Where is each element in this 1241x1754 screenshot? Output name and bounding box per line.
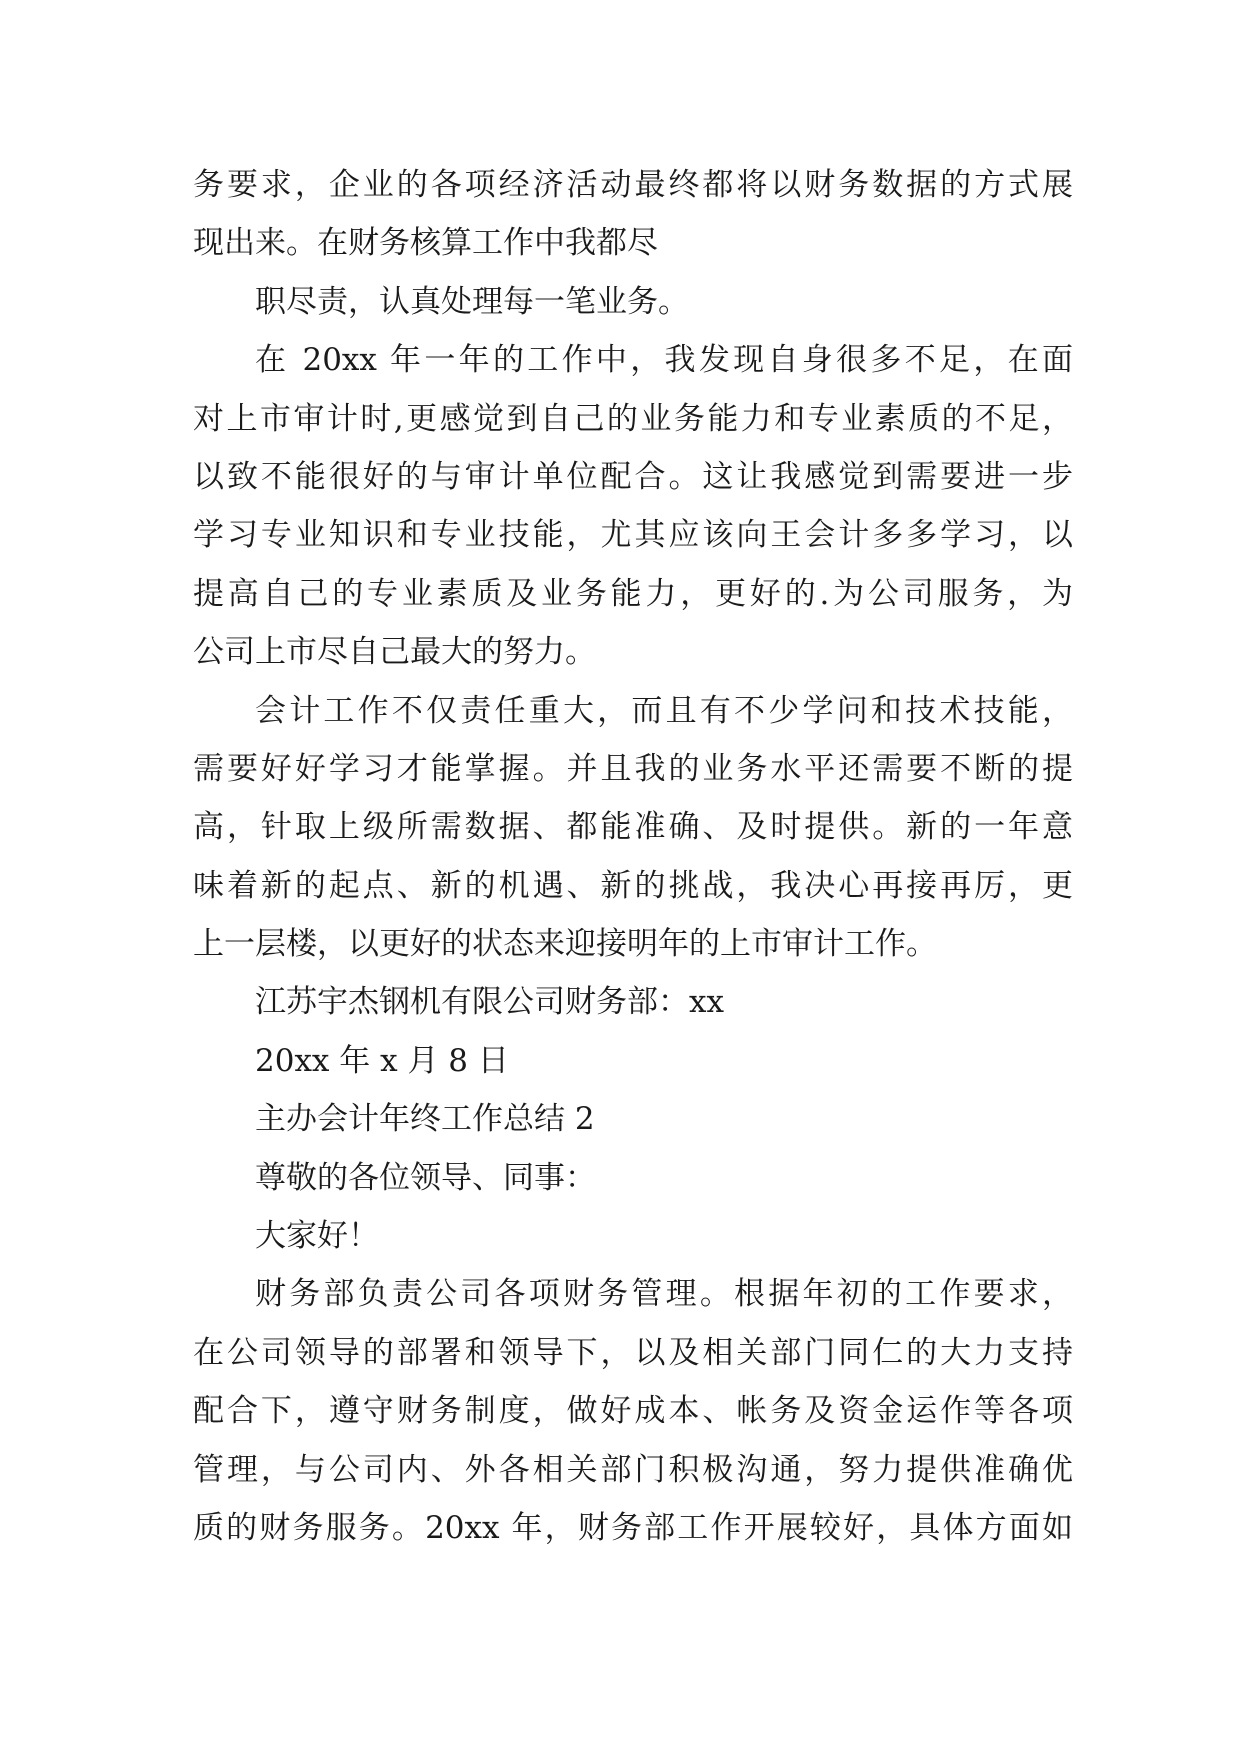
- text-line: 务要求，企业的各项经济活动最终都将以财务数据的方式展: [193, 167, 1073, 203]
- text-line: 对上市审计时,更感觉到自己的业务能力和专业素质的不足，: [193, 400, 1073, 437]
- text-line: 学习专业知识和专业技能，尤其应该向王会计多多学习，以: [193, 517, 1073, 554]
- section-title: 主办会计年终工作总结 2: [255, 1101, 595, 1138]
- text-line: 提高自己的专业素质及业务能力，更好的.为公司服务，为: [193, 575, 1073, 612]
- text-line: 现出来。在财务核算工作中我都尽: [193, 225, 658, 262]
- signature-date: 20xx 年 x 月 8 日: [255, 1042, 509, 1079]
- text-line: 配合下，遵守财务制度，做好成本、帐务及资金运作等各项: [193, 1393, 1073, 1430]
- text-line: 以致不能很好的与审计单位配合。这让我感觉到需要进一步: [193, 458, 1073, 495]
- signature-company: 江苏宇杰钢机有限公司财务部：xx: [255, 984, 724, 1021]
- text-line: 会计工作不仅责任重大，而且有不少学问和技术技能，: [255, 692, 1073, 729]
- text-line: 管理，与公司内、外各相关部门积极沟通，努力提供准确优: [193, 1451, 1073, 1488]
- text-line: 职尽责，认真处理每一笔业务。: [255, 283, 689, 320]
- text-line: 质的财务服务。20xx 年，财务部工作开展较好，具体方面如: [193, 1509, 1073, 1546]
- text-line: 需要好好学习才能掌握。并且我的业务水平还需要不断的提: [193, 750, 1073, 787]
- greeting: 大家好！: [255, 1218, 379, 1255]
- text-line: 上一层楼，以更好的状态来迎接明年的上市审计工作。: [193, 926, 937, 963]
- text-line: 财务部负责公司各项财务管理。根据年初的工作要求，: [255, 1276, 1073, 1313]
- text-line: 在 20xx 年一年的工作中，我发现自身很多不足，在面: [255, 342, 1073, 379]
- document-body: [193, 156, 1073, 1557]
- salutation: 尊敬的各位领导、同事：: [255, 1159, 596, 1196]
- text-line: 在公司领导的部署和领导下，以及相关部门同仁的大力支持: [193, 1334, 1073, 1371]
- text-line: 味着新的起点、新的机遇、新的挑战，我决心再接再厉，更: [193, 867, 1073, 904]
- text-line: 高，针取上级所需数据、都能准确、及时提供。新的一年意: [193, 809, 1073, 846]
- text-line: 公司上市尽自己最大的努力。: [193, 634, 596, 671]
